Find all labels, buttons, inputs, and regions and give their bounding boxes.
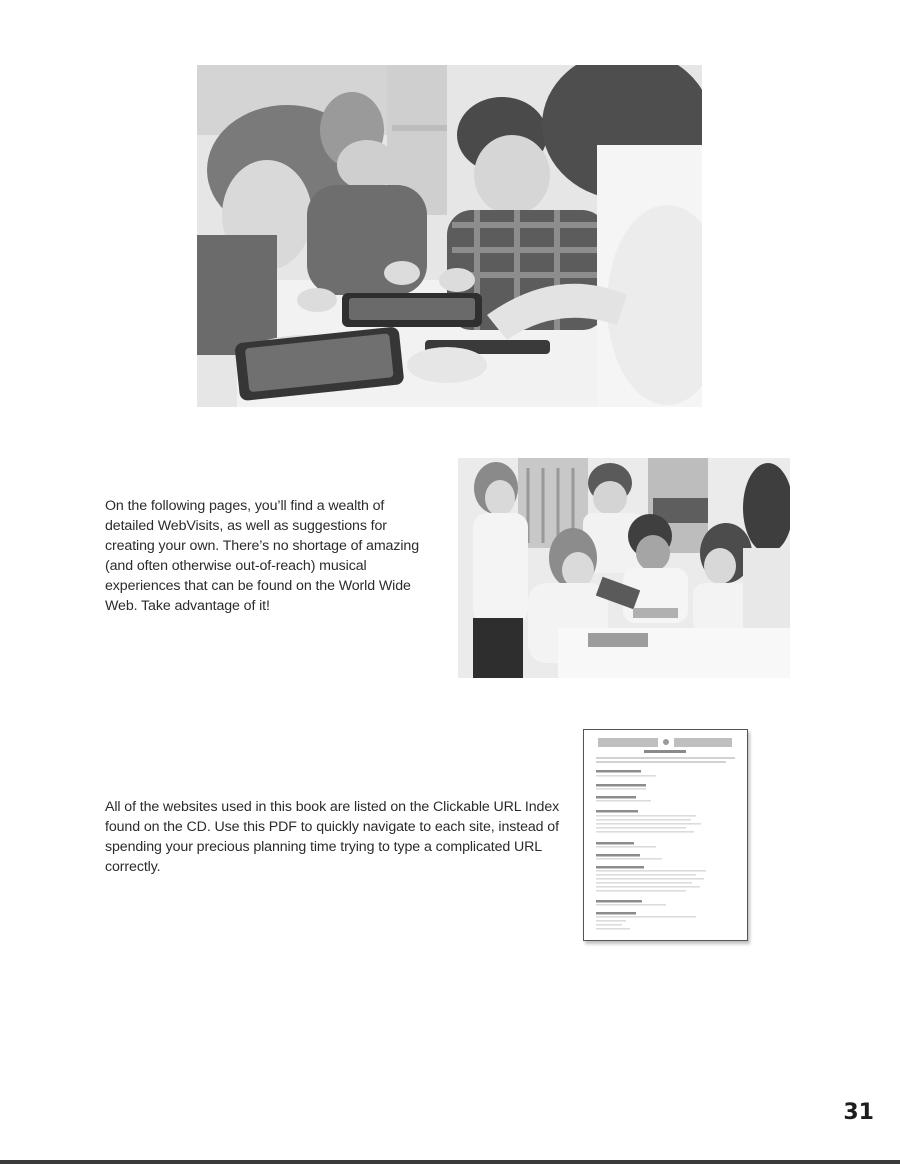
intro-paragraph: On the following pages, you’ll find a wealth of detailed WebVisits, as well as suggestions for creating your own. There’s no shortage of amazing (and often otherwise out-of-reach) musical experiences that can be found on the World Wide Web. Take advantage of it!	[105, 498, 419, 615]
url-index-thumbnail	[583, 729, 748, 941]
url-index-paragraph: All of the websites used in this book are listed on the Clickable URL Index found on the CD. Use this PDF to quickly navigate to each site, instead of spending your precious planning time trying to type a complicated URL correctly.	[105, 799, 560, 876]
page-number: 31	[843, 1100, 874, 1125]
middle-photo	[458, 458, 790, 678]
children-tablets-illustration	[197, 65, 702, 407]
top-photo	[197, 65, 702, 407]
page-bottom-border	[0, 1160, 900, 1164]
classroom-group-illustration	[458, 458, 790, 678]
document-page-illustration	[584, 730, 747, 940]
